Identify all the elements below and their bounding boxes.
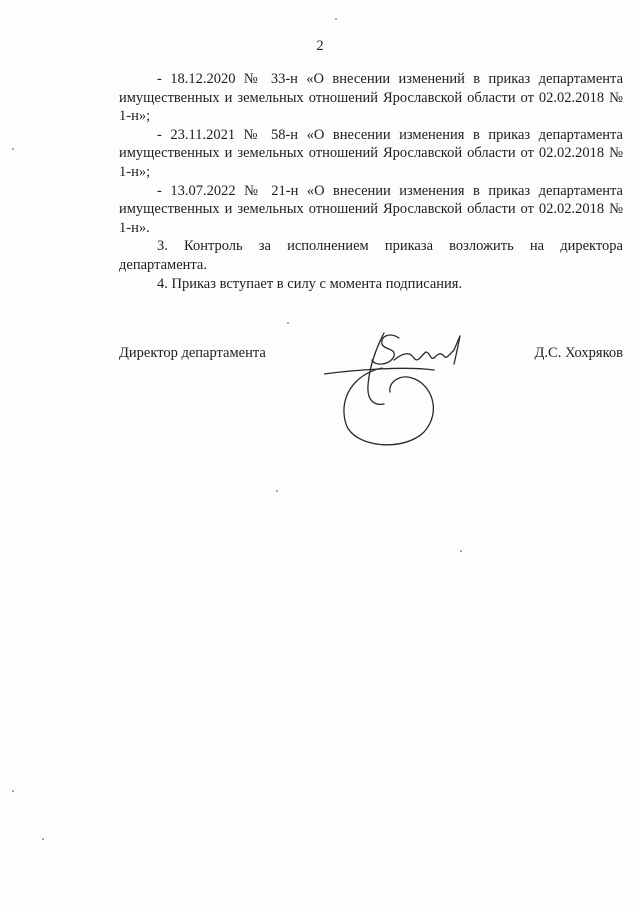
document-body <box>119 70 623 293</box>
scan-speck <box>12 790 14 792</box>
scan-speck <box>12 148 14 150</box>
scan-speck <box>460 550 462 552</box>
clause-4: 4. Приказ вступает в силу с момента подписания. <box>157 275 463 292</box>
amendment-item-2: - 23.11.2021 № 58-н «О внесении изменения в приказ департамента имущественных и земельных отношений Ярославской области от 02.02.2018 № 1-н»; <box>119 126 623 180</box>
scan-speck <box>287 322 289 324</box>
handwritten-signature <box>324 308 494 458</box>
page-number: 2 <box>316 38 324 54</box>
scan-speck <box>42 838 44 840</box>
scan-speck <box>276 490 278 492</box>
signatory-position: Директор департамента <box>119 345 266 361</box>
signatory-name: Д.С. Хохряков <box>534 345 623 361</box>
scan-speck <box>335 18 337 20</box>
amendment-item-3: - 13.07.2022 № 21-н «О внесении изменения в приказ департамента имущественных и земельных отношений Ярославской области от 02.02.2018 № 1-н». <box>119 182 623 236</box>
clause-3: 3. Контроль за исполнением приказа возложить на директора департамента. <box>119 238 623 273</box>
signature-block <box>119 338 623 458</box>
amendment-item-1: - 18.12.2020 № 33-н «О внесении изменений в приказ департамента имущественных и земельных отношений Ярославской области от 02.02.2018 № 1-н»; <box>119 71 623 125</box>
